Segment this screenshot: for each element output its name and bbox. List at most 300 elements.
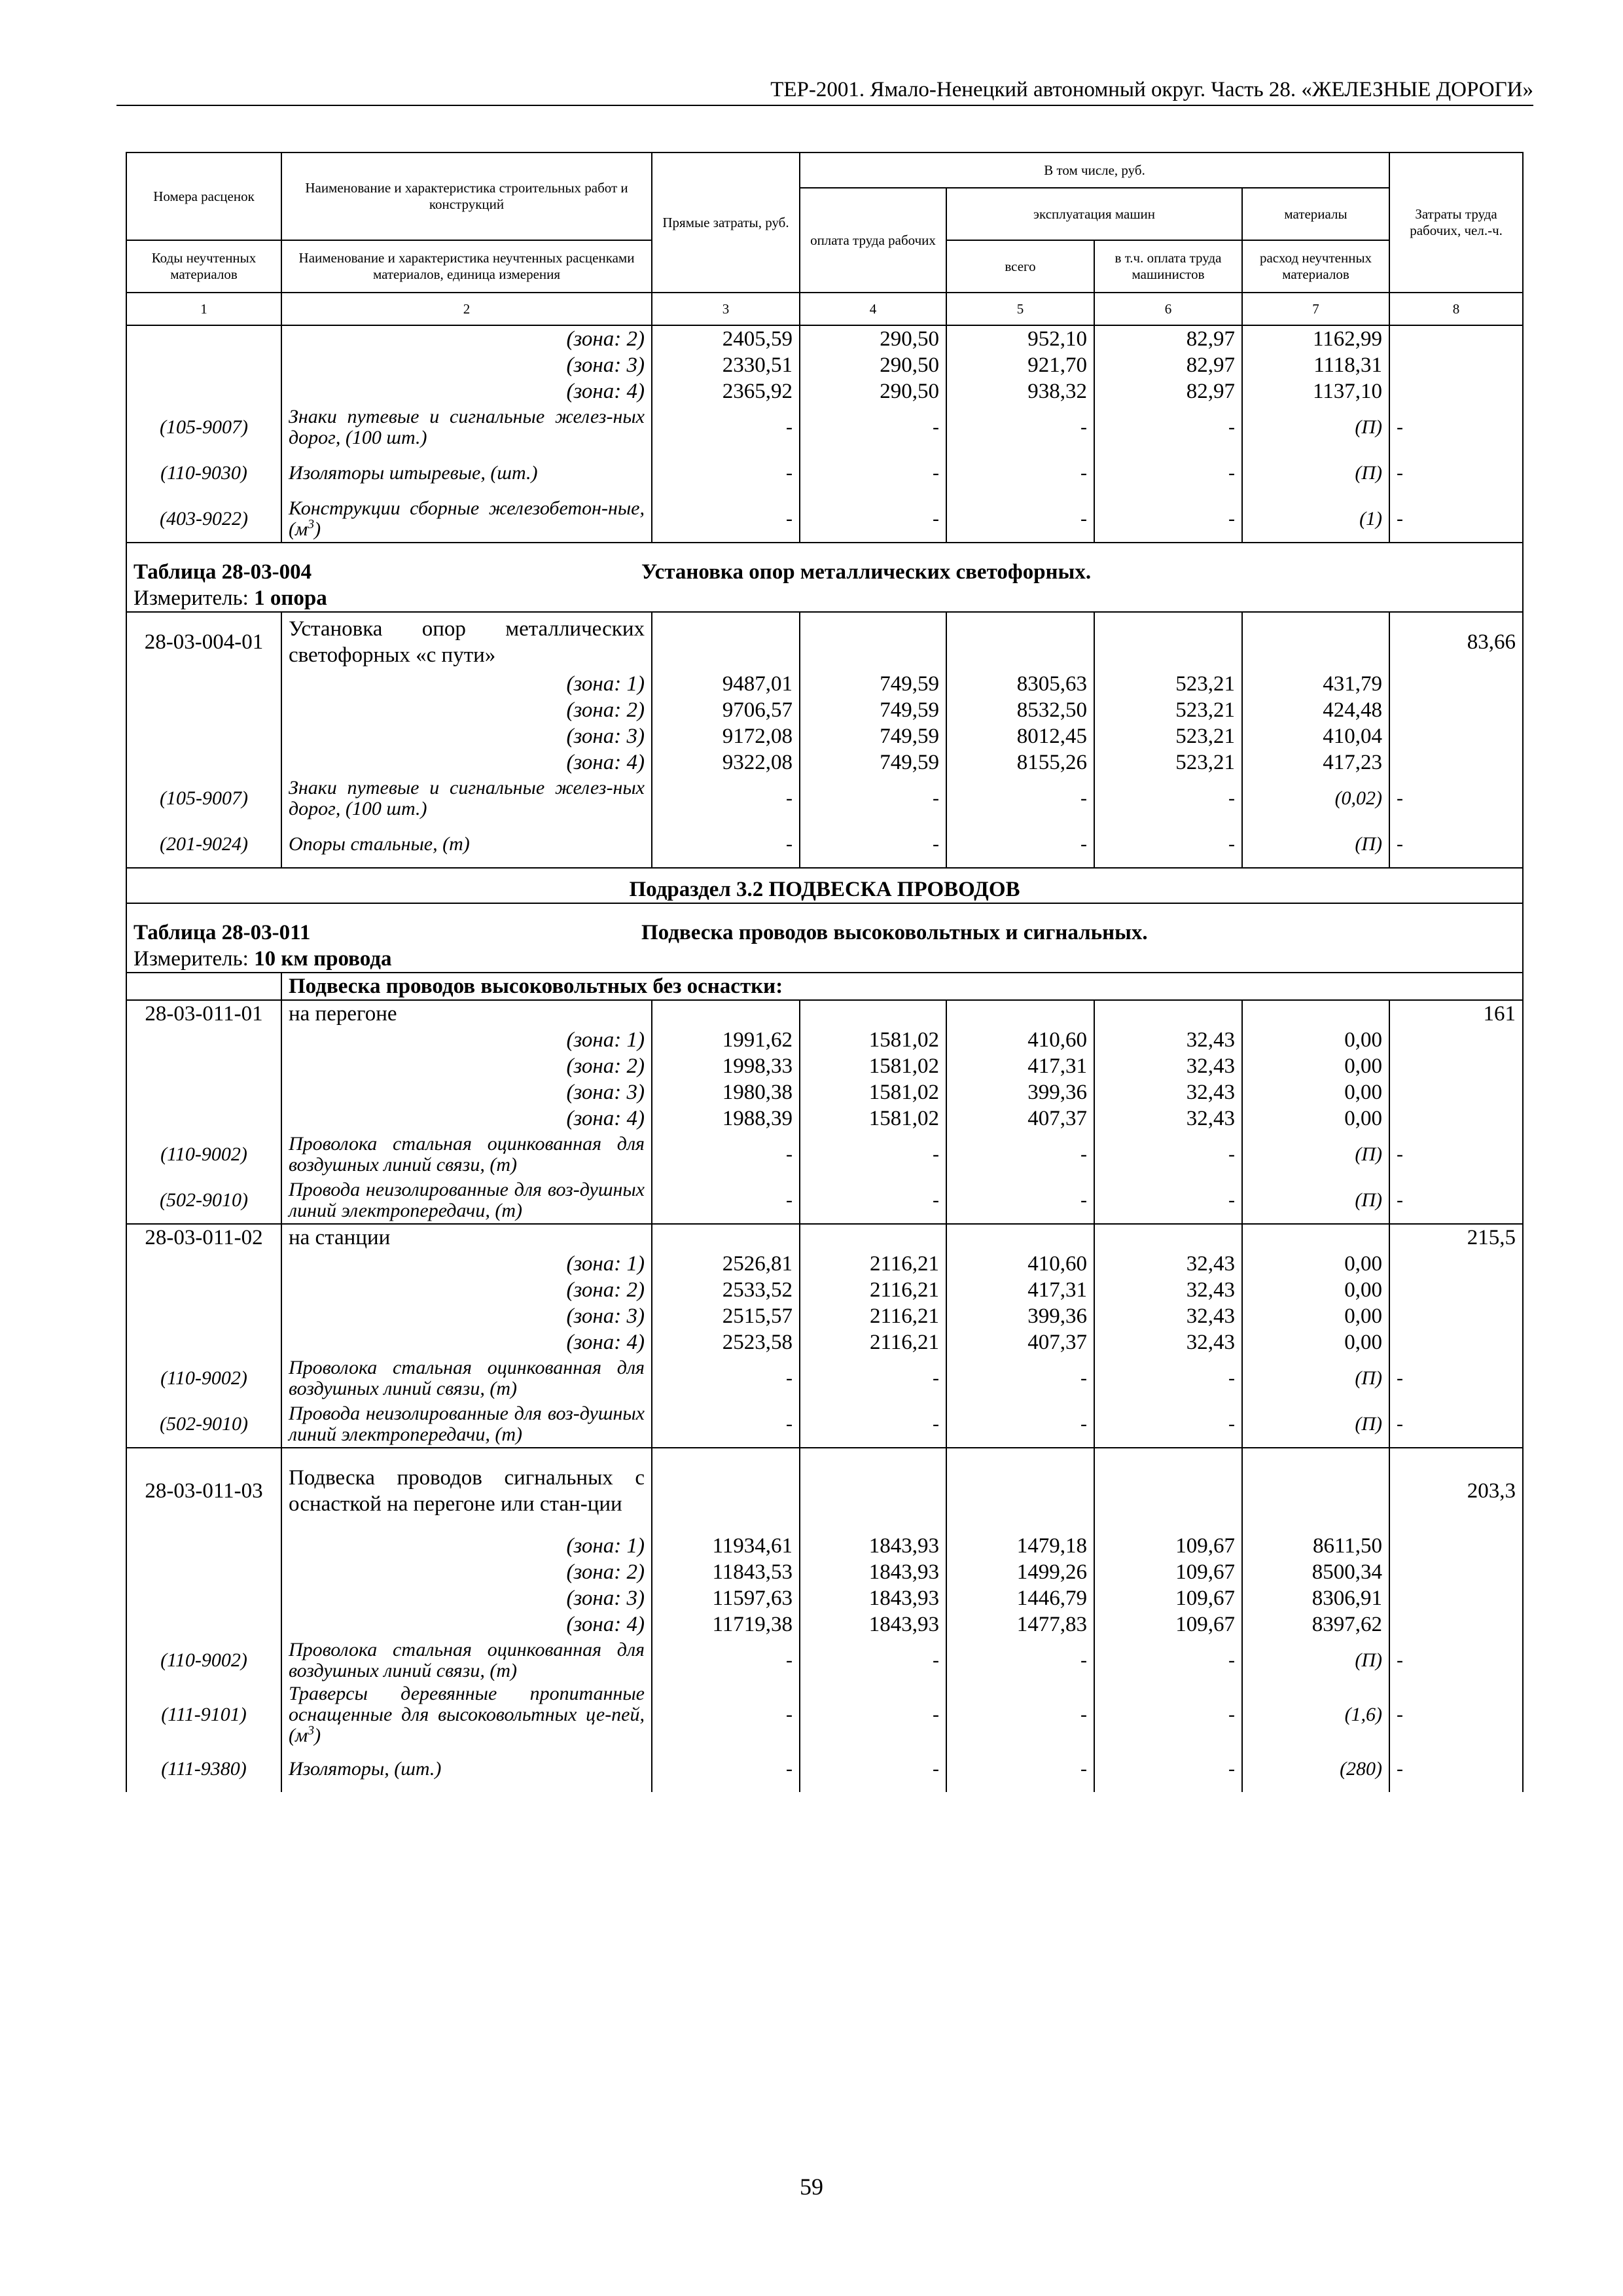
empty-cell xyxy=(1389,1329,1523,1355)
table-title xyxy=(126,903,1523,946)
empty-cell xyxy=(126,1027,281,1053)
dash-cell: - xyxy=(652,1132,800,1177)
zone-row xyxy=(126,1559,1523,1585)
value-cell: 109,67 xyxy=(1094,1559,1242,1585)
column-number: 6 xyxy=(1094,293,1242,325)
zone-row xyxy=(126,1533,1523,1559)
zone-row xyxy=(126,723,1523,749)
zone-row xyxy=(126,352,1523,378)
empty-cell xyxy=(1389,325,1523,352)
value-cell: 11597,63 xyxy=(652,1585,800,1611)
material-code: (105-9007) xyxy=(126,404,281,450)
empty-cell xyxy=(1389,1053,1523,1079)
value-cell: 11843,53 xyxy=(652,1559,800,1585)
zone-label: (зона: 3) xyxy=(281,1079,652,1105)
value-cell: 1137,10 xyxy=(1242,378,1389,404)
dash-cell: - xyxy=(1389,821,1523,868)
dash-cell: - xyxy=(800,1638,946,1683)
column-number: 8 xyxy=(1389,293,1523,325)
value-cell: 2116,21 xyxy=(800,1303,946,1329)
value-cell: 410,04 xyxy=(1242,723,1389,749)
material-row xyxy=(126,776,1523,821)
value-cell: 1162,99 xyxy=(1242,325,1389,352)
measure-row xyxy=(126,946,1523,973)
material-row xyxy=(126,1177,1523,1224)
dash-cell: - xyxy=(800,496,946,543)
table-number: Таблица 28-03-004 xyxy=(134,560,312,584)
zone-row xyxy=(126,1277,1523,1303)
material-code: (110-9030) xyxy=(126,450,281,496)
column-number: 4 xyxy=(800,293,946,325)
empty-cell xyxy=(126,697,281,723)
value-cell: 8611,50 xyxy=(1242,1533,1389,1559)
dash-cell: - xyxy=(946,1683,1094,1746)
empty-cell xyxy=(800,1448,946,1533)
zone-label: (зона: 3) xyxy=(281,723,652,749)
value-cell: 523,21 xyxy=(1094,723,1242,749)
material-amount: (П) xyxy=(1242,450,1389,496)
zone-label: (зона: 3) xyxy=(281,1585,652,1611)
empty-cell xyxy=(126,1303,281,1329)
measure-value: 10 км провода xyxy=(254,947,392,971)
value-cell: 417,31 xyxy=(946,1277,1094,1303)
empty-cell xyxy=(1389,1027,1523,1053)
dash-cell: - xyxy=(652,1746,800,1792)
empty-cell xyxy=(946,1000,1094,1027)
empty-cell xyxy=(126,1277,281,1303)
material-code: (110-9002) xyxy=(126,1638,281,1683)
empty-cell xyxy=(1389,1079,1523,1105)
dash-cell: - xyxy=(1389,1177,1523,1224)
col3-header: Прямые затраты, руб. xyxy=(652,152,800,293)
empty-cell xyxy=(1094,612,1242,671)
col2-top-header: Наименование и характеристика строительных работ и конструкций xyxy=(281,152,652,240)
dash-cell: - xyxy=(1389,1746,1523,1792)
value-cell: 8012,45 xyxy=(946,723,1094,749)
empty-cell xyxy=(1389,378,1523,404)
material-amount: (П) xyxy=(1242,1177,1389,1224)
value-cell: 952,10 xyxy=(946,325,1094,352)
dash-cell: - xyxy=(1389,1132,1523,1177)
value-cell: 921,70 xyxy=(946,352,1094,378)
value-cell: 1991,62 xyxy=(652,1027,800,1053)
empty-cell xyxy=(126,1105,281,1132)
value-cell: 11719,38 xyxy=(652,1611,800,1638)
dash-cell: - xyxy=(800,821,946,868)
empty-cell xyxy=(126,352,281,378)
zone-label: (зона: 2) xyxy=(281,697,652,723)
value-cell: 410,60 xyxy=(946,1251,1094,1277)
empty-cell xyxy=(126,671,281,697)
value-cell: 1581,02 xyxy=(800,1105,946,1132)
dash-cell: - xyxy=(1094,1638,1242,1683)
dash-cell: - xyxy=(1094,1683,1242,1746)
value-cell: 0,00 xyxy=(1242,1053,1389,1079)
column-number: 5 xyxy=(946,293,1094,325)
value-cell: 32,43 xyxy=(1094,1079,1242,1105)
column-number: 1 xyxy=(126,293,281,325)
dash-cell: - xyxy=(652,496,800,543)
measure-value: 1 опора xyxy=(254,586,327,610)
table-title xyxy=(126,543,1523,585)
zone-row xyxy=(126,1585,1523,1611)
dash-cell: - xyxy=(946,1746,1094,1792)
zone-label: (зона: 2) xyxy=(281,325,652,352)
material-name: Конструкции сборные железобетон-ные, $(м^3)$ xyxy=(281,496,652,543)
value-cell: 749,59 xyxy=(800,749,946,776)
empty-cell xyxy=(126,378,281,404)
empty-cell xyxy=(1389,1105,1523,1132)
value-cell: 290,50 xyxy=(800,325,946,352)
empty-cell xyxy=(652,1000,800,1027)
empty-cell xyxy=(946,1448,1094,1533)
value-cell: 523,21 xyxy=(1094,697,1242,723)
empty-cell xyxy=(652,612,800,671)
value-cell: 32,43 xyxy=(1094,1251,1242,1277)
group-heading: Подвеска проводов высоковольтных без оснастки: xyxy=(281,973,1523,1000)
value-cell: 2330,51 xyxy=(652,352,800,378)
material-amount: (1) xyxy=(1242,496,1389,543)
value-cell: 1499,26 xyxy=(946,1559,1094,1585)
empty-cell xyxy=(1389,1277,1523,1303)
value-cell: 8397,62 xyxy=(1242,1611,1389,1638)
table-title-row xyxy=(126,543,1523,585)
material-name: Проволока стальная оцинкованная для воздушных линий связи, (т) xyxy=(281,1638,652,1683)
value-cell: 2405,59 xyxy=(652,325,800,352)
value-cell: 417,23 xyxy=(1242,749,1389,776)
dash-cell: - xyxy=(946,450,1094,496)
dash-cell: - xyxy=(946,1177,1094,1224)
material-code: (111-9380) xyxy=(126,1746,281,1792)
material-code: (201-9024) xyxy=(126,821,281,868)
zone-row xyxy=(126,1251,1523,1277)
empty-cell xyxy=(1242,1224,1389,1251)
material-amount: (280) xyxy=(1242,1746,1389,1792)
empty-cell xyxy=(946,1224,1094,1251)
dash-cell: - xyxy=(652,1683,800,1746)
dash-cell: - xyxy=(1389,1355,1523,1401)
empty-cell xyxy=(800,1224,946,1251)
value-cell: 399,36 xyxy=(946,1303,1094,1329)
value-cell: 1581,02 xyxy=(800,1053,946,1079)
value-cell: 938,32 xyxy=(946,378,1094,404)
zone-label: (зона: 2) xyxy=(281,1053,652,1079)
value-cell: 0,00 xyxy=(1242,1027,1389,1053)
material-name: Провода неизолированные для воз-душных линий электропередачи, (т) xyxy=(281,1401,652,1448)
dash-cell: - xyxy=(1094,496,1242,543)
material-amount: (П) xyxy=(1242,1132,1389,1177)
material-code: (110-9002) xyxy=(126,1132,281,1177)
zone-row xyxy=(126,1027,1523,1053)
empty-cell xyxy=(126,1533,281,1559)
dash-cell: - xyxy=(946,1401,1094,1448)
value-cell: 109,67 xyxy=(1094,1533,1242,1559)
dash-cell: - xyxy=(1094,1132,1242,1177)
empty-cell xyxy=(1094,1000,1242,1027)
value-cell: 32,43 xyxy=(1094,1277,1242,1303)
material-row xyxy=(126,1746,1523,1792)
value-cell: 82,97 xyxy=(1094,352,1242,378)
materials-header: материалы xyxy=(1242,188,1389,240)
value-cell: 1843,93 xyxy=(800,1585,946,1611)
value-cell: 0,00 xyxy=(1242,1079,1389,1105)
zone-row xyxy=(126,671,1523,697)
zone-row xyxy=(126,1079,1523,1105)
zone-label: (зона: 3) xyxy=(281,352,652,378)
rate-item-row xyxy=(126,1000,1523,1027)
empty-cell xyxy=(1242,612,1389,671)
value-cell: 749,59 xyxy=(800,723,946,749)
empty-cell xyxy=(800,1000,946,1027)
value-cell: 32,43 xyxy=(1094,1105,1242,1132)
value-cell: 417,31 xyxy=(946,1053,1094,1079)
material-row xyxy=(126,1132,1523,1177)
empty-cell xyxy=(126,1053,281,1079)
dash-cell: - xyxy=(946,1355,1094,1401)
dash-cell: - xyxy=(1389,1638,1523,1683)
dash-cell: - xyxy=(1094,1401,1242,1448)
value-cell: 410,60 xyxy=(946,1027,1094,1053)
empty-cell xyxy=(126,1611,281,1638)
value-cell: 0,00 xyxy=(1242,1329,1389,1355)
dash-cell: - xyxy=(1389,1683,1523,1746)
value-cell: 8532,50 xyxy=(946,697,1094,723)
dash-cell: - xyxy=(800,1132,946,1177)
dash-cell: - xyxy=(800,1746,946,1792)
zone-row xyxy=(126,1329,1523,1355)
material-name: Знаки путевые и сигнальные желез-ных дорог, (100 шт.) xyxy=(281,776,652,821)
zone-row xyxy=(126,1053,1523,1079)
col5-header: всего xyxy=(946,240,1094,293)
column-numbers-row xyxy=(126,293,1523,325)
empty-cell xyxy=(1389,1251,1523,1277)
value-cell: 1843,93 xyxy=(800,1559,946,1585)
dash-cell: - xyxy=(652,821,800,868)
table-heading: Подвеска проводов высоковольтных и сигнальных. xyxy=(641,921,1148,944)
value-cell: 109,67 xyxy=(1094,1611,1242,1638)
dash-cell: - xyxy=(1389,450,1523,496)
labor-cost: 83,66 xyxy=(1389,612,1523,671)
value-cell: 431,79 xyxy=(1242,671,1389,697)
value-cell: 9706,57 xyxy=(652,697,800,723)
empty-cell xyxy=(126,325,281,352)
rate-item-row xyxy=(126,1224,1523,1251)
value-cell: 407,37 xyxy=(946,1329,1094,1355)
material-row xyxy=(126,1683,1523,1746)
col1-bottom-header: Коды неучтенных материалов xyxy=(126,240,281,293)
col2-bottom-header: Наименование и характеристика неучтенных расценками материалов, единица измерения xyxy=(281,240,652,293)
value-cell: 32,43 xyxy=(1094,1027,1242,1053)
value-cell: 32,43 xyxy=(1094,1053,1242,1079)
empty-cell xyxy=(126,1251,281,1277)
material-amount: (П) xyxy=(1242,404,1389,450)
zone-label: (зона: 2) xyxy=(281,1559,652,1585)
col8-header: Затраты труда рабочих, чел.-ч. xyxy=(1389,152,1523,293)
empty-cell xyxy=(126,1585,281,1611)
dash-cell: - xyxy=(652,1355,800,1401)
value-cell: 0,00 xyxy=(1242,1105,1389,1132)
value-cell: 8500,34 xyxy=(1242,1559,1389,1585)
dash-cell: - xyxy=(1094,1746,1242,1792)
empty-cell xyxy=(1389,671,1523,697)
empty-cell xyxy=(126,723,281,749)
subsection-row xyxy=(126,868,1523,903)
value-cell: 2526,81 xyxy=(652,1251,800,1277)
table-heading: Установка опор металлических светофорных. xyxy=(641,560,1092,584)
value-cell: 1988,39 xyxy=(652,1105,800,1132)
labor-cost: 203,3 xyxy=(1389,1448,1523,1533)
column-number: 7 xyxy=(1242,293,1389,325)
value-cell: 9172,08 xyxy=(652,723,800,749)
value-cell: 1843,93 xyxy=(800,1611,946,1638)
value-cell: 0,00 xyxy=(1242,1303,1389,1329)
value-cell: 290,50 xyxy=(800,352,946,378)
zone-row xyxy=(126,1611,1523,1638)
value-cell: 82,97 xyxy=(1094,325,1242,352)
empty-cell xyxy=(126,749,281,776)
zone-row xyxy=(126,378,1523,404)
rate-name: на перегоне xyxy=(281,1000,652,1027)
value-cell: 0,00 xyxy=(1242,1277,1389,1303)
empty-cell xyxy=(1389,723,1523,749)
measure-unit xyxy=(126,585,1523,612)
material-row xyxy=(126,821,1523,868)
value-cell: 523,21 xyxy=(1094,671,1242,697)
zone-label: (зона: 4) xyxy=(281,1611,652,1638)
empty-cell xyxy=(1242,1448,1389,1533)
measure-label: Измеритель: xyxy=(134,586,249,610)
dash-cell: - xyxy=(946,821,1094,868)
empty-cell xyxy=(1094,1448,1242,1533)
zone-row xyxy=(126,749,1523,776)
value-cell: 2116,21 xyxy=(800,1277,946,1303)
material-amount: (0,02) xyxy=(1242,776,1389,821)
material-name: Проволока стальная оцинкованная для воздушных линий связи, (т) xyxy=(281,1132,652,1177)
zone-label: (зона: 2) xyxy=(281,1277,652,1303)
material-code: (502-9010) xyxy=(126,1401,281,1448)
value-cell: 1479,18 xyxy=(946,1533,1094,1559)
empty-cell xyxy=(1389,1533,1523,1559)
zone-label: (зона: 4) xyxy=(281,749,652,776)
material-name: Траверсы деревянные пропитанные оснащенные для высоковольтных це-пей, $(м^3)$ xyxy=(281,1683,652,1746)
rate-code: 28-03-004-01 xyxy=(126,612,281,671)
value-cell: 2116,21 xyxy=(800,1251,946,1277)
rate-code: 28-03-011-03 xyxy=(126,1448,281,1533)
rate-code: 28-03-011-01 xyxy=(126,1000,281,1027)
group-row xyxy=(126,973,1523,1000)
empty-cell xyxy=(946,612,1094,671)
value-cell: 749,59 xyxy=(800,671,946,697)
empty-cell xyxy=(126,1559,281,1585)
value-cell: 424,48 xyxy=(1242,697,1389,723)
value-cell: 9487,01 xyxy=(652,671,800,697)
table-title-row xyxy=(126,903,1523,946)
value-cell: 2365,92 xyxy=(652,378,800,404)
labor-cost: 161 xyxy=(1389,1000,1523,1027)
material-name: Изоляторы, (шт.) xyxy=(281,1746,652,1792)
value-cell: 1980,38 xyxy=(652,1079,800,1105)
empty-cell xyxy=(1389,352,1523,378)
value-cell: 2116,21 xyxy=(800,1329,946,1355)
material-name: Провода неизолированные для воз-душных линий электропередачи, (т) xyxy=(281,1177,652,1224)
dash-cell: - xyxy=(652,776,800,821)
table-body xyxy=(126,325,1523,1792)
rates-table xyxy=(126,152,1524,1792)
value-cell: 82,97 xyxy=(1094,378,1242,404)
value-cell: 2533,52 xyxy=(652,1277,800,1303)
dash-cell: - xyxy=(1389,496,1523,543)
empty-cell xyxy=(126,1079,281,1105)
value-cell: 399,36 xyxy=(946,1079,1094,1105)
empty-cell xyxy=(652,1448,800,1533)
value-cell: 2515,57 xyxy=(652,1303,800,1329)
column-number: 2 xyxy=(281,293,652,325)
dash-cell: - xyxy=(652,1638,800,1683)
material-amount: (П) xyxy=(1242,821,1389,868)
value-cell: 8306,91 xyxy=(1242,1585,1389,1611)
zone-label: (зона: 1) xyxy=(281,1533,652,1559)
dash-cell: - xyxy=(800,404,946,450)
material-amount: (1,6) xyxy=(1242,1683,1389,1746)
value-cell: 1581,02 xyxy=(800,1079,946,1105)
empty-cell xyxy=(126,973,281,1000)
dash-cell: - xyxy=(946,1132,1094,1177)
material-row xyxy=(126,1638,1523,1683)
value-cell: 32,43 xyxy=(1094,1329,1242,1355)
dash-cell: - xyxy=(652,1177,800,1224)
col7-header: расход неучтенных материалов xyxy=(1242,240,1389,293)
col6-header: в т.ч. оплата труда машинистов xyxy=(1094,240,1242,293)
zone-label: (зона: 1) xyxy=(281,1251,652,1277)
value-cell: 1446,79 xyxy=(946,1585,1094,1611)
empty-cell xyxy=(1389,1559,1523,1585)
value-cell: 523,21 xyxy=(1094,749,1242,776)
material-row xyxy=(126,1401,1523,1448)
running-header: ТЕР-2001. Ямало-Ненецкий автономный округ. Часть 28. «ЖЕЛЕЗНЫЕ ДОРОГИ» xyxy=(116,75,1533,106)
dash-cell: - xyxy=(946,496,1094,543)
dash-cell: - xyxy=(946,1638,1094,1683)
material-name: Опоры стальные, (т) xyxy=(281,821,652,868)
value-cell: 1998,33 xyxy=(652,1053,800,1079)
dash-cell: - xyxy=(1094,404,1242,450)
value-cell: 0,00 xyxy=(1242,1251,1389,1277)
zone-row xyxy=(126,1105,1523,1132)
zone-row xyxy=(126,697,1523,723)
zone-label: (зона: 1) xyxy=(281,1027,652,1053)
dash-cell: - xyxy=(1389,776,1523,821)
empty-cell xyxy=(1389,749,1523,776)
material-code: (111-9101) xyxy=(126,1683,281,1746)
dash-cell: - xyxy=(800,1355,946,1401)
value-cell: 1581,02 xyxy=(800,1027,946,1053)
page-number: 59 xyxy=(800,2174,823,2200)
material-code: (403-9022) xyxy=(126,496,281,543)
value-cell: 407,37 xyxy=(946,1105,1094,1132)
value-cell: 1477,83 xyxy=(946,1611,1094,1638)
material-code: (502-9010) xyxy=(126,1177,281,1224)
dash-cell: - xyxy=(946,404,1094,450)
col1-top-header: Номера расценок xyxy=(126,152,281,240)
dash-cell: - xyxy=(1094,1177,1242,1224)
value-cell: 9322,08 xyxy=(652,749,800,776)
material-name: Изоляторы штыревые, (шт.) xyxy=(281,450,652,496)
column-number: 3 xyxy=(652,293,800,325)
zone-label: (зона: 4) xyxy=(281,1105,652,1132)
empty-cell xyxy=(1389,1585,1523,1611)
empty-cell xyxy=(800,612,946,671)
material-code: (110-9002) xyxy=(126,1355,281,1401)
measure-unit xyxy=(126,946,1523,973)
